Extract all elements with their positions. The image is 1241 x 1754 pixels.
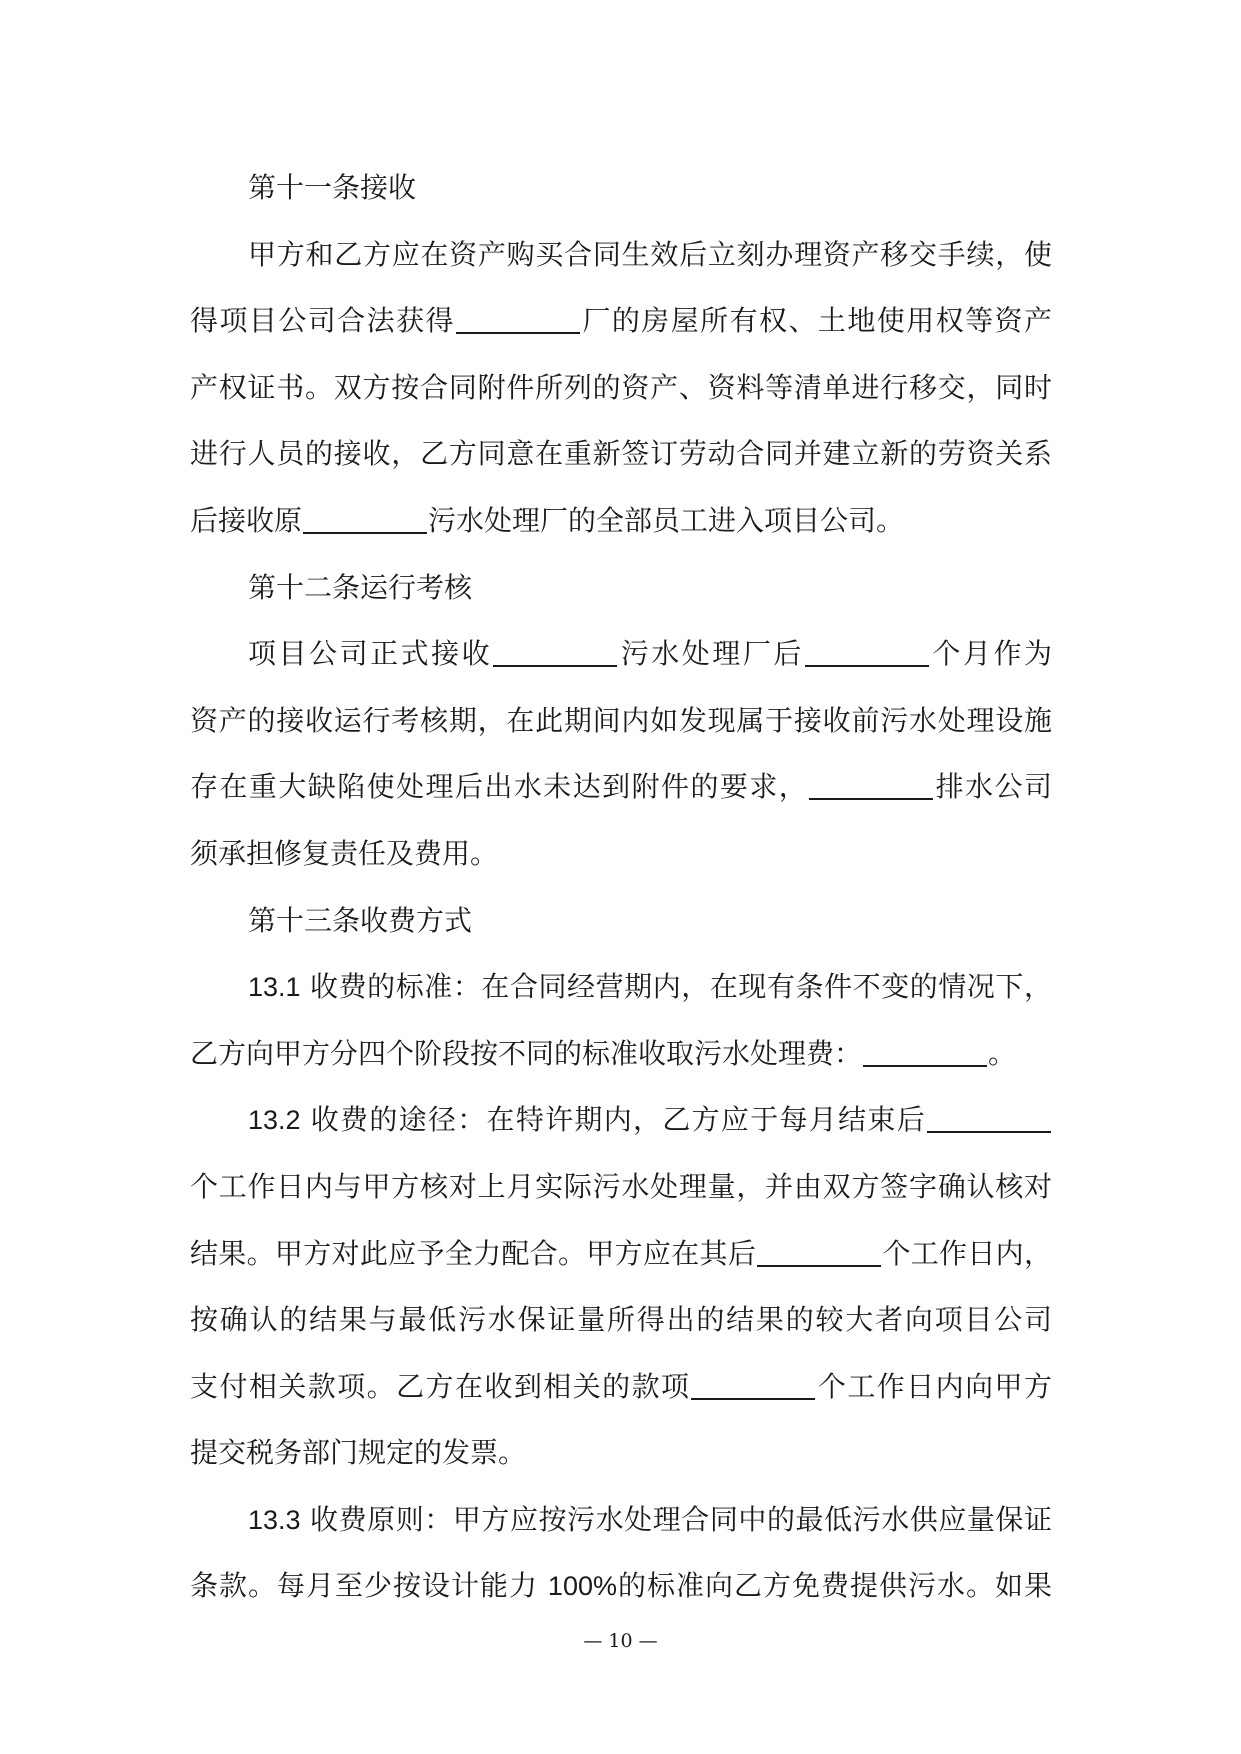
section-13-2-line: 提交税务部门规定的发票。 (190, 1436, 527, 1470)
fill-in-blank (757, 1264, 881, 1267)
fill-in-blank (805, 664, 929, 667)
section-13-2-line: 13.2 收费的途径：在特许期内，乙方应于每月结束后 (190, 1087, 1052, 1154)
article-13-heading: 第十三条收费方式 (248, 903, 473, 937)
section-13-3-line: 13.3 收费原则：甲方应按污水处理合同中的最低污水供应量保证 (248, 1502, 1052, 1536)
section-number: 13.1 (248, 972, 301, 1003)
article-11-line: 进行人员的接收，乙方同意在重新签订劳动合同并建立新的劳资关系 (190, 437, 1052, 471)
article-12-heading: 第十二条运行考核 (248, 570, 473, 604)
article-11-line: 后接收原 污水处理厂的全部员工进入项目公司。 (190, 503, 905, 537)
fill-in-blank (493, 664, 617, 667)
section-13-1-line: 13.1 收费的标准：在合同经营期内，在现有条件不变的情况下， (248, 970, 1052, 1004)
section-13-2-line: 支付相关款项。乙方在收到相关的款项 个工作日内向甲方 (190, 1369, 1052, 1403)
fill-in-blank (303, 531, 427, 534)
fill-in-blank (691, 1397, 815, 1400)
section-13-1-line: 乙方向甲方分四个阶段按不同的标准收取污水处理费： 。 (190, 1036, 1017, 1070)
fill-in-blank (863, 1064, 987, 1067)
article-12-line: 项目公司正式接收 污水处理厂后 个月作为 (248, 637, 1052, 671)
document-body (190, 155, 1052, 1620)
article-12-line: 存在重大缺陷使处理后出水未达到附件的要求， 排水公司 (190, 770, 1052, 804)
article-11-line: 得项目公司合法获得 厂的房屋所有权、土地使用权等资产 (190, 304, 1052, 338)
article-11-line: 产权证书。双方按合同附件所列的资产、资料等清单进行移交，同时 (190, 370, 1052, 404)
fill-in-blank (927, 1130, 1051, 1133)
article-12-line: 须承担修复责任及费用。 (190, 836, 499, 870)
section-13-2-line: 个工作日内与甲方核对上月实际污水处理量，并由双方签字确认核对 (190, 1169, 1052, 1203)
page-number: — 10 — (583, 1630, 658, 1652)
section-13-2-line: 结果。甲方对此应予全力配合。甲方应在其后 个工作日内， (190, 1236, 1052, 1270)
section-13-3-line: 条款。每月至少按设计能力 100%的标准向乙方免费提供污水。如果 (190, 1569, 1052, 1603)
section-number: 13.2 (248, 1105, 301, 1136)
article-11-line: 甲方和乙方应在资产购买合同生效后立刻办理资产移交手续，使 (248, 237, 1052, 271)
article-11-heading: 第十一条接收 (248, 171, 417, 204)
fill-in-blank (456, 331, 580, 334)
fill-in-blank (809, 797, 933, 800)
article-12-line: 资产的接收运行考核期，在此期间内如发现属于接收前污水处理设施 (190, 703, 1052, 737)
section-number: 13.3 (248, 1504, 301, 1535)
section-13-2-line: 按确认的结果与最低污水保证量所得出的结果的较大者向项目公司 (190, 1303, 1052, 1337)
